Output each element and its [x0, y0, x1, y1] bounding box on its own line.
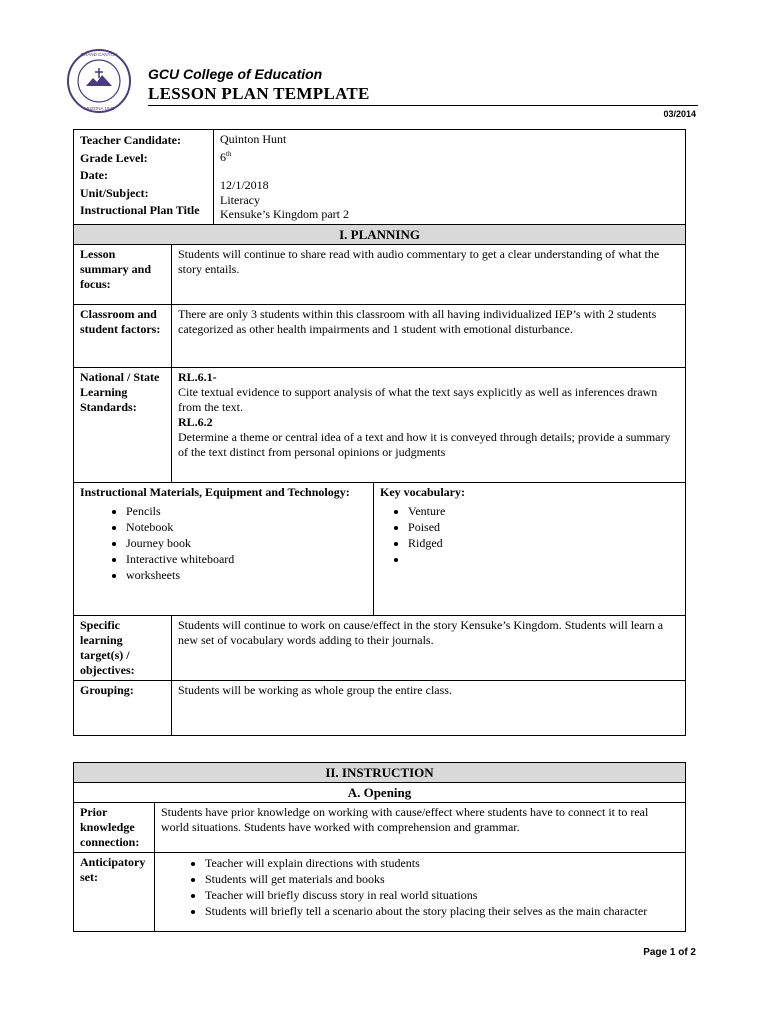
list-item — [408, 551, 679, 567]
list-item: • Students will briefly tell a scenario about the story placing their selves as the main character — [205, 903, 679, 919]
standard-2-text: Determine a theme or central idea of a text and how it is conveyed through details; provide a summary of the text distinct from personal opinions or judgments — [178, 429, 671, 459]
revision-date: 03/2014 — [663, 109, 696, 119]
grade-number: 6 — [220, 149, 227, 164]
list-item: • Teacher will explain directions with students — [205, 855, 679, 871]
subject-value: Literacy — [220, 192, 260, 207]
objectives-row — [74, 615, 686, 680]
opening-heading: A. Opening — [74, 783, 686, 803]
grouping-row — [74, 680, 686, 735]
list-item: • Interactive whiteboard — [126, 551, 367, 567]
college-name: GCU College of Education — [148, 66, 323, 82]
info-labels — [74, 130, 214, 225]
document-title: LESSON PLAN TEMPLATE — [148, 84, 370, 103]
date-value: 12/1/2018 — [220, 178, 269, 192]
grade-value — [220, 147, 679, 165]
summary-text: Students will continue to share read with audio commentary to get a clear understanding of what the story entails. — [172, 244, 686, 304]
list-item: • Students will get materials and books — [205, 871, 679, 887]
summary-row — [74, 244, 686, 304]
spacer — [220, 164, 679, 178]
list-item: • Notebook — [126, 519, 367, 535]
objectives-text: Students will continue to work on cause/effect in the story Kensuke’s Kingdom. Students will learn a new set of vocabulary words adding to their journals. — [172, 615, 686, 680]
prior-row — [74, 803, 686, 853]
standard-1-text: Cite textual evidence to support analysis of what the text says explicitly as well as inferences drawn from the text. — [178, 384, 658, 414]
instruction-table — [73, 762, 686, 932]
list-item: • worksheets — [126, 567, 367, 583]
factors-row — [74, 304, 686, 367]
header-rule — [148, 105, 698, 106]
anticipatory-cell — [155, 853, 686, 932]
summary-label: Lesson summary and focus: — [74, 244, 172, 304]
date-label: Date: — [80, 168, 108, 182]
standards-label: National / State Learning Standards: — [74, 367, 172, 482]
list-item: • Teacher will briefly discuss story in real world situations — [205, 887, 679, 903]
info-values — [214, 130, 686, 225]
standards-text — [172, 367, 686, 482]
teacher-label: Teacher Candidate: — [80, 133, 182, 147]
list-item: • Poised — [408, 519, 679, 535]
anticipatory-label: Anticipatory set: — [74, 853, 155, 932]
list-item: • Ridged — [408, 535, 679, 551]
standard-2-code: RL.6.2 — [178, 414, 213, 429]
grade-label: Grade Level: — [80, 150, 148, 165]
page-number: Page 1 of 2 — [643, 947, 696, 958]
teacher-value: Quinton Hunt — [220, 132, 287, 146]
anticipatory-list — [161, 855, 679, 919]
materials-label: Instructional Materials, Equipment and Technology: — [80, 484, 350, 499]
vocab-cell — [374, 482, 686, 615]
grouping-text: Students will be working as whole group the entire class. — [172, 680, 686, 735]
prior-label: Prior knowledge connection: — [74, 803, 155, 853]
grade-suffix: th — [226, 149, 232, 158]
prior-text: Students have prior knowledge on working with cause/effect where students have to connect it to real world situations. Students have worked with comprehension and grammar. — [155, 803, 686, 853]
planning-heading: I. PLANNING — [74, 224, 686, 244]
info-row — [74, 130, 686, 225]
grouping-label: Grouping: — [74, 680, 172, 735]
anticipatory-row — [74, 853, 686, 932]
gcu-seal-logo — [66, 48, 132, 114]
factors-label: Classroom and student factors: — [74, 304, 172, 367]
svg-text:GRAND CANYON: GRAND CANYON — [80, 52, 118, 57]
factors-text: There are only 3 students within this classroom with all having individualized IEP’s with 2 students categorized as other health impairments and 1 student with emotional disturbance. — [172, 304, 686, 367]
svg-text:ARIZONA 1949: ARIZONA 1949 — [83, 106, 115, 111]
materials-cell — [74, 482, 374, 615]
vocab-list — [380, 503, 679, 567]
subject-label: Unit/Subject: — [80, 185, 149, 200]
plan-title-label: Instructional Plan Title — [80, 203, 200, 217]
list-item: • Venture — [408, 503, 679, 519]
objectives-label: Specific learning target(s) / objectives: — [74, 615, 172, 680]
instruction-heading: II. INSTRUCTION — [74, 763, 686, 783]
materials-list — [80, 503, 367, 583]
standards-row — [74, 367, 686, 482]
materials-row — [74, 482, 686, 615]
list-item: • Pencils — [126, 503, 367, 519]
planning-table — [73, 129, 686, 736]
standard-1-code: RL.6.1- — [178, 369, 217, 384]
list-item: • Journey book — [126, 535, 367, 551]
vocab-label: Key vocabulary: — [380, 484, 466, 499]
plan-title-value: Kensuke’s Kingdom part 2 — [220, 207, 349, 221]
